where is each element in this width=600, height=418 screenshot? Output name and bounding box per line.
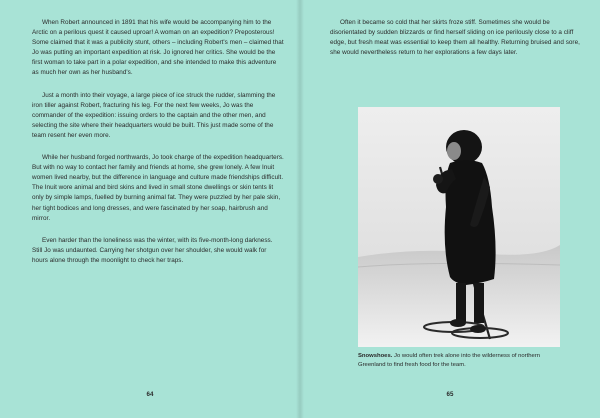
page-number-left: 64 bbox=[146, 391, 154, 398]
left-paragraph-2: Just a month into their voyage, a large piece of ice struck the rudder, slamming the iron tiller against Robert, fracturing his leg. For the next few weeks, Jo was the commander of the expedition: issuing orders to the captain and the other men, and selecting the site where their headquarters would be built. This just made some of the team resent her even more. bbox=[32, 91, 276, 139]
caption-title: Snowshoes. bbox=[358, 353, 393, 359]
left-paragraph-4: Even harder than the loneliness was the winter, with its five-month-long darkness. Still Jo was undaunted. Carrying her shotgun over her shoulder, she would walk for hours alone through the moonlight to check her traps. bbox=[32, 236, 273, 264]
right-text-column bbox=[330, 18, 582, 70]
caption-text: Jo would often trek alone into the wilderness of northern Greenland to find fresh food for the team. bbox=[358, 353, 541, 368]
snowshoe-woman-illustration bbox=[358, 107, 560, 347]
snowshoes-photo bbox=[358, 107, 560, 347]
page-number-right: 65 bbox=[446, 391, 454, 398]
right-page bbox=[300, 0, 600, 418]
left-text-column bbox=[32, 18, 284, 278]
right-paragraph-1: Often it became so cold that her skirts froze stiff. Sometimes she would be disorientated by sudden blizzards or find herself sliding on ice perilously close to a cliff edge, but fresh meat was essential to keep them all healthy. Returning bruised and sore, she would nevertheless return to her explorations a few days later. bbox=[330, 19, 580, 57]
left-paragraph-1: When Robert announced in 1891 that his wife would be accompanying him to the Arctic on a perilous quest it caused uproar! A woman on an expedition? Preposterous! Some claimed that it was a publicity stunt, others – including Robert's men – claimed that Jo was putting an important expedition at risk. Jo ignored her critics. She would be the first woman to take part in a polar expedition, and she intended to make this adventure as much her own as her husband's. bbox=[32, 19, 284, 77]
photo-caption bbox=[358, 352, 562, 370]
left-paragraph-3: While her husband forged northwards, Jo took charge of the expedition headquarters. But with no way to contact her family and friends at home, she grew lonely. A few Inuit women lived nearby, but the difference in language and culture made friendships difficult. The Inuit wore animal and bird skins and lived in small stone dwellings or skin tents lit only by simple lamps, fuelled by burning animal fat. They were puzzled by her pale skin, her tight bodices and long dresses, and were fascinated by her soap, hairbrush and mirror. bbox=[32, 154, 284, 222]
